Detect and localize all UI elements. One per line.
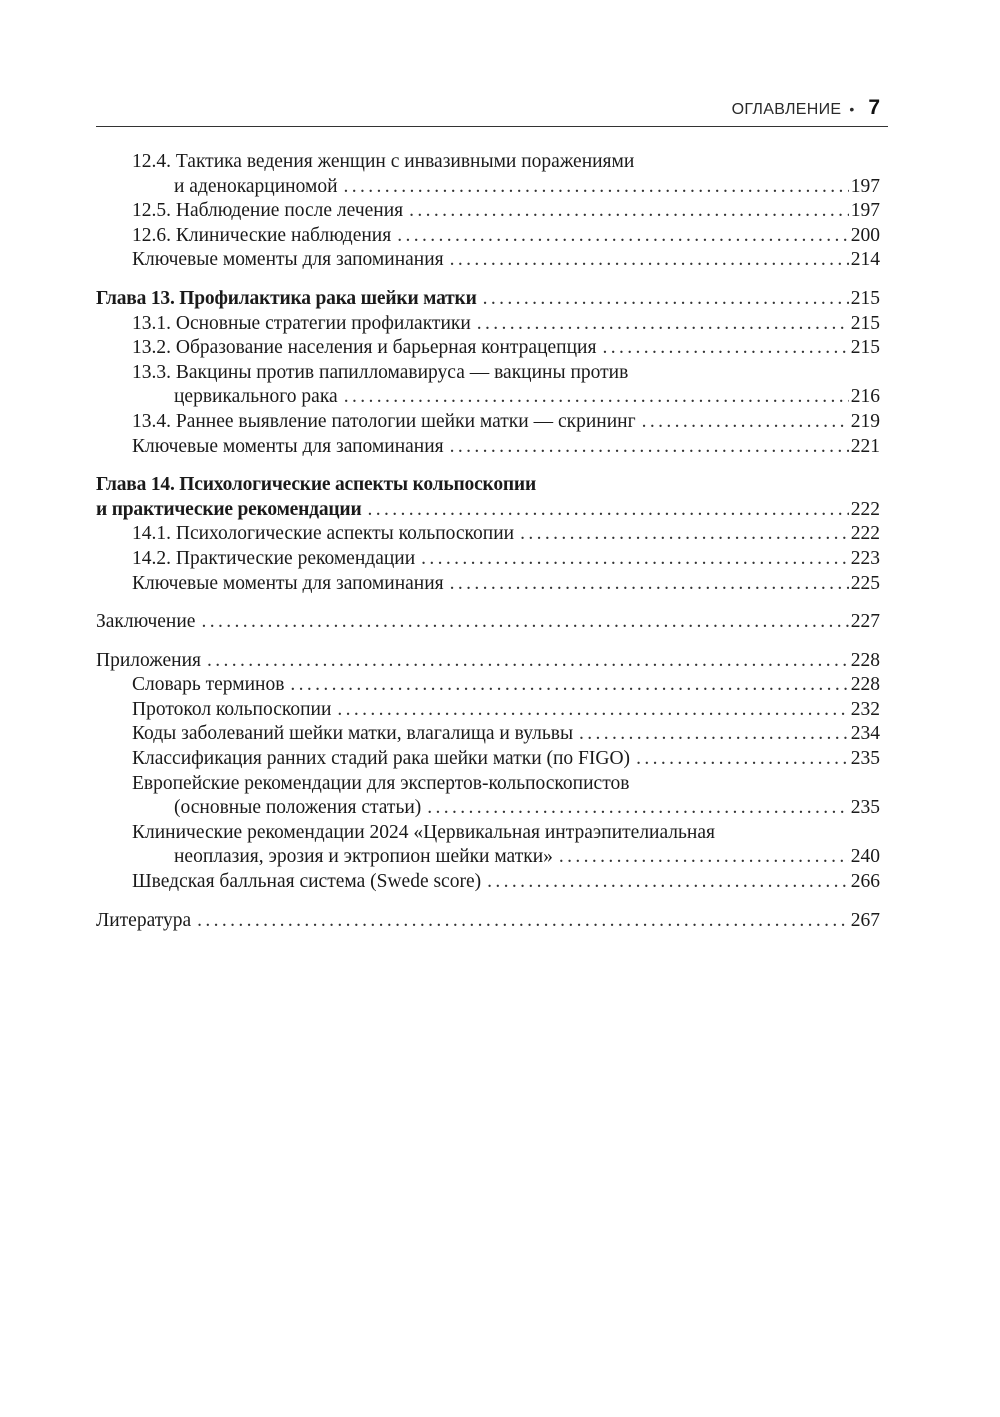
toc-group	[96, 649, 880, 895]
toc-page-number: 235	[850, 797, 880, 819]
toc-entry-row	[132, 747, 880, 772]
toc-entry-row	[132, 175, 880, 200]
toc-entry[interactable]	[96, 772, 880, 821]
toc-entry-title-line: 13.2. Образование населения и барьерная контрацепция	[132, 337, 597, 359]
toc-page-number: 215	[850, 287, 880, 309]
toc-page-number: 225	[850, 572, 880, 594]
dot-leader	[642, 410, 849, 435]
toc-entry[interactable]	[96, 821, 880, 870]
dot-leader	[201, 610, 848, 635]
toc-entry-row	[132, 224, 880, 249]
toc-entry-row	[132, 385, 880, 410]
toc-entry[interactable]	[96, 909, 880, 934]
toc-entry[interactable]	[96, 870, 880, 895]
toc-entry-title-line: Словарь терминов	[132, 674, 285, 696]
toc-entry-row	[132, 698, 880, 723]
toc-entry-title-line: Литература	[96, 909, 192, 931]
toc-page-number: 235	[850, 748, 880, 770]
toc-page-number: 222	[850, 498, 880, 520]
toc-entry-title-line: Заключение	[96, 611, 196, 633]
toc-entry-title-line: (основные положения статьи)	[174, 797, 422, 819]
toc-entry-row	[132, 547, 880, 572]
toc-entry[interactable]	[96, 410, 880, 435]
toc-entry[interactable]	[96, 572, 880, 597]
toc-page-number: 228	[850, 674, 880, 696]
dot-leader	[344, 175, 849, 200]
toc-entry-title-line: и аденокарциномой	[174, 175, 338, 197]
toc-entry[interactable]	[96, 649, 880, 674]
toc-entry-row	[132, 199, 880, 224]
toc-entry-title-line: Приложения	[96, 649, 201, 671]
toc-group	[96, 287, 880, 459]
toc-page-number: 222	[850, 523, 880, 545]
dot-leader	[450, 435, 849, 460]
toc-entry-row	[132, 870, 880, 895]
toc-entry-title-line: Европейские рекомендации для экспертов-кольпоскопистов	[132, 772, 630, 794]
toc-entry[interactable]	[96, 224, 880, 249]
toc-entry[interactable]	[96, 673, 880, 698]
toc-entry-title-line: Глава 13. Профилактика рака шейки матки	[96, 287, 477, 309]
toc-entry-title-line: неоплазия, эрозия и эктропион шейки матки»	[174, 846, 553, 868]
toc-chapter-entry[interactable]	[96, 473, 880, 522]
toc-entry[interactable]	[96, 336, 880, 361]
toc-entry-row	[132, 248, 880, 273]
toc-entry-title-line: и практические рекомендации	[96, 498, 362, 520]
toc-entry[interactable]	[96, 248, 880, 273]
toc-page-number: 200	[850, 224, 880, 246]
toc-page-number: 197	[850, 175, 880, 197]
toc-entry-title-line: Шведская балльная система (Swede score)	[132, 871, 482, 893]
dot-leader	[337, 698, 848, 723]
dot-leader	[602, 336, 848, 361]
dot-leader	[520, 522, 849, 547]
dot-leader	[487, 870, 849, 895]
dot-leader	[636, 747, 849, 772]
toc-entry-row	[132, 410, 880, 435]
toc-entry-title-line: Классификация ранних стадий рака шейки матки (по FIGO)	[132, 748, 631, 770]
toc-entry-title-line: 12.5. Наблюдение после лечения	[132, 200, 404, 222]
toc-page-number: 219	[850, 410, 880, 432]
toc-entry-row	[132, 796, 880, 821]
toc-entry[interactable]	[96, 698, 880, 723]
toc-entry[interactable]	[96, 522, 880, 547]
toc-entry-title-line: 13.3. Вакцины против папилломавируса — вакцины против	[132, 361, 629, 383]
toc-entry-title-line: 13.4. Раннее выявление патологии шейки матки — скрининг	[132, 410, 636, 432]
running-header	[96, 96, 888, 127]
toc-entry-row	[96, 909, 880, 934]
toc-page-number: 267	[850, 909, 880, 931]
dot-leader	[368, 498, 849, 523]
toc-entry-row	[132, 435, 880, 460]
toc-page-number: 215	[850, 337, 880, 359]
toc-page-number: 234	[850, 723, 880, 745]
toc-entry-row	[96, 610, 880, 635]
dot-leader	[397, 224, 849, 249]
toc-entry[interactable]	[96, 361, 880, 410]
toc-entry-row	[132, 522, 880, 547]
page-number: 7	[868, 96, 880, 119]
toc-entry-row	[96, 498, 880, 523]
toc-entry-title-line: Ключевые моменты для запоминания	[132, 249, 444, 271]
toc-page-number: 232	[850, 698, 880, 720]
toc-entry-title-line: Коды заболеваний шейки матки, влагалища и вульвы	[132, 723, 574, 745]
toc-entry[interactable]	[96, 199, 880, 224]
dot-leader	[450, 248, 849, 273]
toc-page-number: 228	[850, 649, 880, 671]
toc-entry-row	[132, 722, 880, 747]
toc-page-number: 215	[850, 312, 880, 334]
toc-page-number: 216	[850, 386, 880, 408]
dot-leader	[421, 547, 849, 572]
dot-leader	[559, 845, 849, 870]
toc-chapter-entry[interactable]	[96, 287, 880, 312]
toc-entry[interactable]	[96, 722, 880, 747]
bullet-icon: •	[849, 101, 855, 117]
dot-leader	[197, 909, 849, 934]
toc-entry-row	[132, 336, 880, 361]
toc-entry-title-line: 12.6. Клинические наблюдения	[132, 224, 392, 246]
dot-leader	[477, 312, 849, 337]
toc-entry[interactable]	[96, 547, 880, 572]
dot-leader	[409, 199, 849, 224]
toc-entry[interactable]	[96, 610, 880, 635]
running-header-section-title: ОГЛАВЛЕНИЕ	[731, 101, 842, 118]
toc-page-number: 227	[850, 611, 880, 633]
toc-entry[interactable]	[96, 312, 880, 337]
toc-entry-row	[132, 572, 880, 597]
toc-entry-row	[132, 673, 880, 698]
toc-page-number: 221	[850, 435, 880, 457]
toc-entry-title-line: 12.4. Тактика ведения женщин с инвазивными поражениями	[132, 151, 635, 172]
toc-group	[96, 909, 880, 934]
toc-page-number: 197	[850, 200, 880, 222]
table-of-contents	[96, 150, 880, 947]
toc-page-number: 266	[850, 871, 880, 893]
toc-group	[96, 473, 880, 596]
toc-entry-row	[132, 312, 880, 337]
toc-entry-row	[96, 287, 880, 312]
toc-entry-row	[132, 845, 880, 870]
dot-leader	[450, 572, 849, 597]
toc-page-number: 223	[850, 547, 880, 569]
toc-entry-title-line: 14.1. Психологические аспекты кольпоскопии	[132, 523, 515, 545]
dot-leader	[290, 673, 848, 698]
toc-entry-title-line: Протокол кольпоскопии	[132, 698, 332, 720]
toc-entry-row	[96, 649, 880, 674]
toc-entry-title-line: 14.2. Практические рекомендации	[132, 547, 416, 569]
toc-group	[96, 150, 880, 273]
dot-leader	[344, 385, 849, 410]
dot-leader	[207, 649, 849, 674]
dot-leader	[427, 796, 848, 821]
toc-group	[96, 610, 880, 635]
toc-entry-title-line: цервикального рака	[174, 386, 338, 408]
toc-entry[interactable]	[96, 435, 880, 460]
toc-entry-title-line: 13.1. Основные стратегии профилактики	[132, 312, 471, 334]
toc-entry-title-line: Глава 14. Психологические аспекты кольпоскопии	[96, 474, 536, 496]
toc-entry-title-line: Ключевые моменты для запоминания	[132, 572, 444, 594]
toc-entry[interactable]	[96, 150, 880, 199]
toc-entry-title-line: Ключевые моменты для запоминания	[132, 435, 444, 457]
toc-entry-title-line: Клинические рекомендации 2024 «Цервикальная интраэпителиальная	[132, 821, 715, 843]
dot-leader	[483, 287, 849, 312]
dot-leader	[579, 722, 849, 747]
toc-page-number: 240	[850, 846, 880, 868]
toc-entry[interactable]	[96, 747, 880, 772]
toc-page-number: 214	[850, 249, 880, 271]
